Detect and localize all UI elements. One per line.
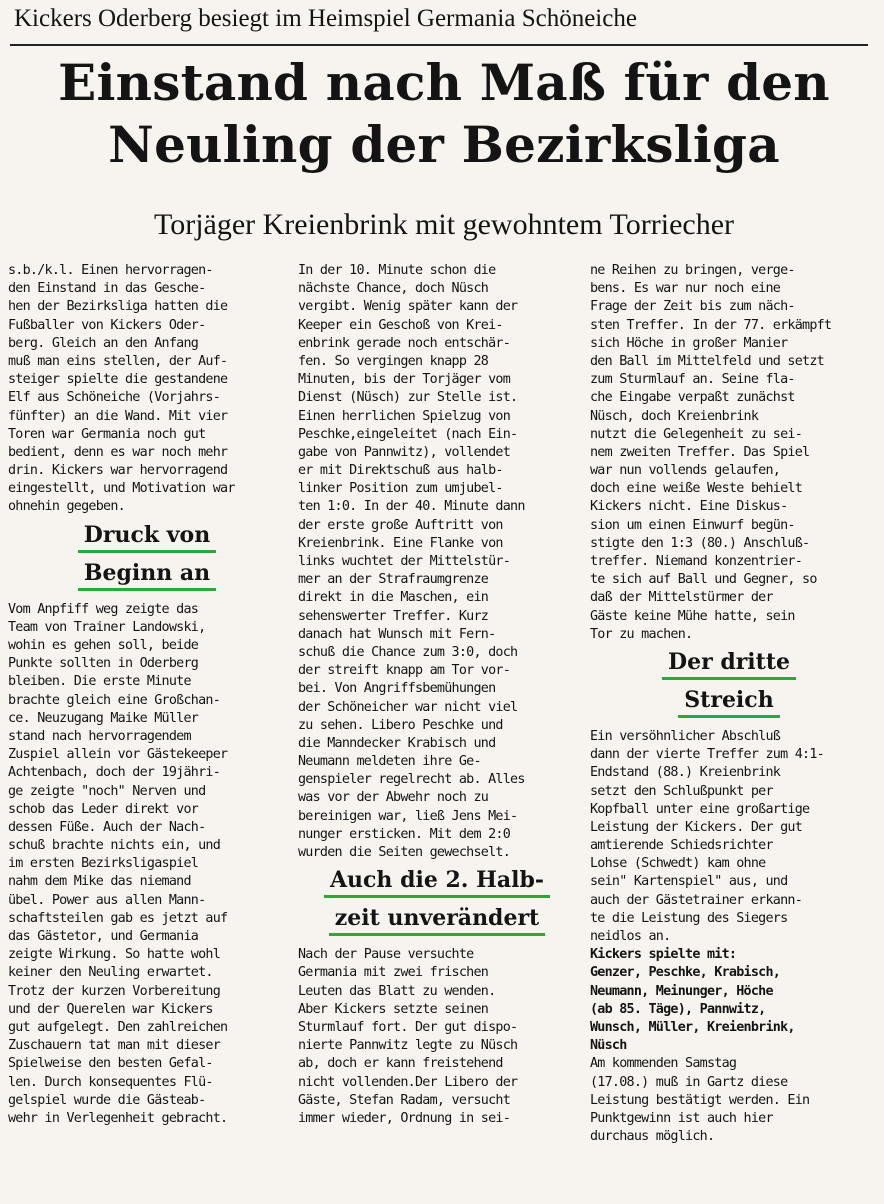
text-line: und der Querelen war Kickers (8, 1001, 213, 1017)
text-line: steiger spielte die gestandene (8, 372, 228, 388)
text-line: Am kommenden Samstag (590, 1056, 737, 1072)
text-line: ge zeigte "noch" Nerven und (8, 783, 206, 799)
text-line: den Einstand in das Gesche- (8, 281, 206, 297)
text-line: Neumann, Meinunger, Höche (590, 983, 773, 999)
text-line: Aber Kickers setzte seinen (298, 1001, 489, 1017)
text-line: zeigte Wirkung. So hatte wohl (8, 947, 221, 963)
lineup-title: Kickers spielte mit: (590, 947, 737, 963)
text-line: sten Treffer. In der 77. erkämpft (590, 317, 832, 333)
text-line: bleiben. Die erste Minute (8, 674, 191, 690)
text-line: Wunsch, Müller, Kreienbrink, (590, 1019, 795, 1035)
text-line: bei. Von Angriffsbemühungen (298, 681, 496, 697)
column-1 (8, 262, 286, 1128)
text-line: Kickers nicht. Eine Diskus- (590, 499, 788, 515)
text-line: sich Höche in großer Manier (590, 335, 788, 351)
text-line: Gäste, Stefan Radam, versucht (298, 1092, 511, 1108)
text-line: Sturmlauf fort. Der gut dispo- (298, 1019, 518, 1035)
text-line: Trotz der kurzen Vorbereitung (8, 983, 221, 999)
text-line: nunger ersticken. Mit dem 2:0 (298, 826, 511, 842)
text-line: In der 10. Minute schon die (298, 263, 496, 278)
text-line: hen der Bezirksliga hatten die (8, 299, 228, 315)
text-line: bereinigen war, ließ Jens Mei- (298, 808, 518, 824)
text-line: nutzt die Gelegenheit zu sei- (590, 426, 803, 442)
text-line: wohin es gehen soll, beide (8, 638, 199, 653)
text-line: Punkte sollten in Oderberg (8, 656, 199, 672)
text-line: gabe von Pannwitz), vollendet (298, 444, 511, 460)
text-line: sion um einen Einwurf begün- (590, 517, 795, 533)
column-2 (298, 262, 576, 1128)
text-line: nierte Pannwitz legte zu Nüsch (298, 1038, 518, 1054)
text-line: Kopfball unter eine großartige (590, 801, 810, 817)
text-line: im ersten Bezirksligaspiel (8, 856, 199, 872)
text-line: Fußballer von Kickers Oder- (8, 317, 206, 333)
col3-paragraph-1 (590, 262, 868, 644)
col3-subheading-line-1: Der dritte (590, 644, 868, 682)
text-line: Gäste keine Mühe hatte, sein (590, 608, 795, 624)
text-line: Leistung bestätigt werden. Ein (590, 1092, 810, 1108)
text-line: drin. Kickers war hervorragend (8, 463, 228, 479)
text-line: Achtenbach, doch der 19jähri- (8, 765, 221, 781)
text-line: ten 1:0. In der 40. Minute dann (298, 499, 525, 515)
text-line: daß der Mittelstürmer der (590, 590, 773, 606)
lineup-list (590, 964, 868, 1055)
text-line: fünfter) an die Wand. Mit vier (8, 408, 228, 424)
text-line: war nun vollends gelaufen, (590, 463, 781, 479)
text-line: nächste Chance, doch Nüsch (298, 281, 489, 297)
text-line: te sich auf Ball und Gegner, so (590, 572, 817, 588)
text-line: Tor zu machen. (590, 626, 693, 642)
text-line: schuß brachte nichts ein, und (8, 838, 221, 854)
text-line: sein" Kartenspiel" aus, und (590, 874, 788, 890)
text-line: immer wieder, Ordnung in sei- (298, 1110, 511, 1126)
text-line: das Gästetor, und Germania (8, 929, 199, 944)
text-line: linker Position zum umjubel- (298, 481, 503, 497)
text-line: Minuten, bis der Torjäger vom (298, 372, 511, 388)
text-line: was vor der Abwehr noch zu (298, 790, 489, 806)
text-line: vergibt. Wenig später kann der (298, 299, 518, 315)
text-line: nem zweiten Treffer. Das Spiel (590, 444, 810, 460)
text-line: te die Leistung des Siegers (590, 910, 788, 926)
text-line: brachte gleich eine Großchan- (8, 692, 221, 708)
kicker-rule (10, 44, 868, 46)
text-line: keiner den Neuling erwartet. (8, 965, 213, 981)
text-line: den Ball im Mittelfeld und setzt (590, 353, 824, 369)
text-line: Leuten das Blatt zu wenden. (298, 983, 496, 999)
text-line: Nüsch (590, 1038, 627, 1054)
text-line: wehr in Verlegenheit gebracht. (8, 1110, 228, 1126)
text-line: ab, doch er kann freistehend (298, 1056, 503, 1072)
text-line: ohnehin gegeben. (8, 499, 125, 515)
text-line: Lohse (Schwedt) kam ohne (590, 856, 766, 872)
text-line: gut aufgelegt. Den zahlreichen (8, 1019, 228, 1035)
text-line: Toren war Germania noch gut (8, 426, 206, 442)
col3-paragraph-2 (590, 728, 868, 946)
text-line: (17.08.) muß in Gartz diese (590, 1074, 788, 1090)
text-line: Zuspiel allein vor Gästekeeper (8, 747, 228, 763)
text-line: Neumann meldeten ihre Ge- (298, 754, 481, 770)
text-line: setzt den Schlußpunkt per (590, 783, 773, 799)
col1-paragraph-2 (8, 601, 286, 1128)
text-line: nahm dem Mike das niemand (8, 874, 191, 890)
text-line: sehenswerter Treffer. Kurz (298, 608, 489, 624)
text-line: Nach der Pause versuchte (298, 947, 474, 963)
headline-line-1: Einstand nach Maß für den (58, 53, 830, 112)
text-line: zum Sturmlauf an. Seine fla- (590, 372, 795, 388)
col3-paragraph-3 (590, 1055, 868, 1146)
text-line: ne Reihen zu bringen, verge- (590, 263, 795, 278)
col1-subheading-line-1: Druck von (8, 517, 286, 555)
article-kicker: Kickers Oderberg besiegt im Heimspiel Germania Schöneiche (14, 5, 637, 32)
text-line: wurden die Seiten gewechselt. (298, 845, 511, 860)
text-line: auch der Gästetrainer erkann- (590, 892, 803, 908)
text-line: Kreienbrink. Eine Flanke von (298, 535, 503, 551)
col2-subheading-line-1: Auch die 2. Halb- (298, 862, 576, 900)
text-line: Peschke,eingeleitet (nach Ein- (298, 426, 518, 442)
text-line: direkt in die Maschen, ein (298, 590, 489, 606)
column-3 (590, 262, 868, 1146)
text-line: Elf aus Schöneiche (Vorjahrs- (8, 390, 221, 406)
text-line: treffer. Niemand konzentrier- (590, 554, 803, 569)
text-line: der erste große Auftritt von (298, 517, 503, 533)
text-line: enbrink gerade noch entschär- (298, 335, 511, 351)
col2-paragraph-2 (298, 946, 576, 1128)
text-line: bedient, denn es war noch mehr (8, 444, 228, 460)
text-line: Punktgewinn ist auch hier (590, 1110, 773, 1126)
text-line: eingestellt, und Motivation war (8, 481, 235, 497)
article-headline (20, 52, 868, 176)
text-line: stand nach hervorragendem (8, 728, 191, 744)
col2-paragraph-1 (298, 262, 576, 862)
text-line: Frage der Zeit bis zum näch- (590, 299, 795, 315)
text-line: übel. Power aus allen Mann- (8, 892, 206, 908)
text-line: genspieler regelrecht ab. Alles (298, 772, 525, 788)
article-subhead: Torjäger Kreienbrink mit gewohntem Torriecher (153, 208, 735, 241)
text-line: zu sehen. Libero Peschke und (298, 717, 503, 733)
col1-subheading-line-2: Beginn an (8, 555, 286, 593)
text-line: Einen herrlichen Spielzug von (298, 408, 511, 424)
text-line: durchaus möglich. (590, 1129, 715, 1145)
text-line: stigte den 1:3 (80.) Anschluß- (590, 535, 810, 551)
text-line: Leistung der Kickers. Der gut (590, 819, 803, 835)
text-line: die Manndecker Krabisch und (298, 735, 496, 751)
text-line: muß man eins stellen, der Auf- (8, 353, 228, 369)
text-line: Nüsch, doch Kreienbrink (590, 408, 759, 424)
col2-subheading-line-2: zeit unverändert (298, 900, 576, 938)
text-line: amtierende Schiedsrichter (590, 838, 773, 854)
text-line: schob das Leder direkt vor (8, 801, 199, 817)
text-line: Zuschauern tat man mit dieser (8, 1038, 221, 1054)
text-line: len. Durch konsequentes Flü- (8, 1074, 213, 1090)
col1-paragraph-1 (8, 262, 286, 517)
text-line: gelspiel wurde die Gästeab- (8, 1092, 206, 1108)
text-line: der streift knapp am Tor vor- (298, 663, 511, 679)
text-line: Endstand (88.) Kreienbrink (590, 765, 781, 781)
text-line: nicht vollenden.Der Libero der (298, 1074, 518, 1090)
text-line: Keeper ein Geschoß von Krei- (298, 317, 503, 333)
text-line: doch eine weiße Weste behielt (590, 481, 803, 497)
text-line: danach hat Wunsch mit Fern- (298, 626, 496, 642)
text-line: neidlos an. (590, 929, 671, 944)
text-line: ce. Neuzugang Maike Müller (8, 710, 199, 726)
text-line: Spielweise den besten Gefal- (8, 1056, 213, 1072)
text-line: der Schöneicher war nicht viel (298, 699, 518, 715)
text-line: Vom Anpfiff weg zeigte das (8, 601, 199, 617)
text-line: Genzer, Peschke, Krabisch, (590, 965, 781, 981)
text-line: che Eingabe verpaßt zunächst (590, 390, 795, 406)
text-line: schaftsteilen gab es jetzt auf (8, 910, 228, 926)
text-line: dessen Füße. Auch der Nach- (8, 819, 206, 835)
text-line: er mit Direktschuß aus halb- (298, 463, 503, 479)
text-line: bens. Es war nur noch eine (590, 281, 781, 297)
text-line: (ab 85. Täge), Pannwitz, (590, 1001, 766, 1017)
text-line: mer an der Strafraumgrenze (298, 572, 489, 588)
col3-subheading-line-2: Streich (590, 682, 868, 720)
text-line: links wuchtet der Mittelstür- (298, 554, 511, 569)
text-line: dann der vierte Treffer zum 4:1- (590, 747, 824, 763)
text-line: schuß die Chance zum 3:0, doch (298, 644, 518, 660)
text-line: fen. So vergingen knapp 28 (298, 353, 489, 369)
headline-line-2: Neuling der Bezirksliga (108, 115, 780, 174)
text-line: s.b./k.l. Einen hervorragen- (8, 263, 213, 278)
text-line: Team von Trainer Landowski, (8, 619, 206, 635)
text-line: Ein versöhnlicher Abschluß (590, 728, 781, 744)
text-line: Dienst (Nüsch) zur Stelle ist. (298, 390, 518, 406)
text-line: Germania mit zwei frischen (298, 965, 489, 981)
text-line: berg. Gleich an den Anfang (8, 335, 199, 351)
